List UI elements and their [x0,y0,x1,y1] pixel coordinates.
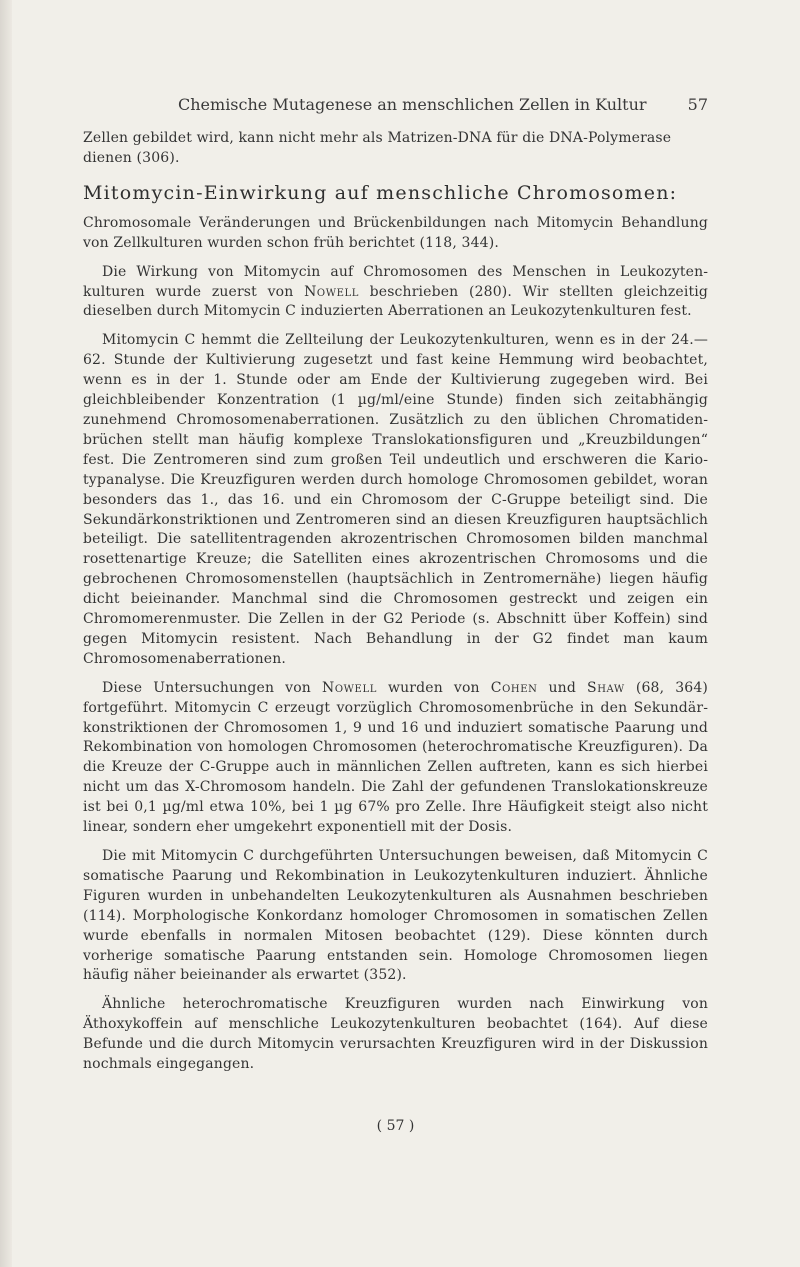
page-number: 57 [687,95,708,114]
author-name: Shaw [587,679,625,696]
text-line: Zellen gebildet wird, kann nicht mehr als Matrizen-DNA für die DNA-Polymerase [83,130,672,146]
author-name: Cohen [490,679,538,696]
paragraph: Die mit Mitomycin C durchgeführten Untersuchungen beweisen, daß Mitomycin C somatische Paarung und Rekombination in Leukozytenkulturen induziert. Ähnliche Figuren wurden in unbehandelten Leukozytenkulturen als Ausnahmen beschrieben (114). Morphologische Konkordanz homologer Chromosomen in somatischen Zellen wurde ebenfalls in normalen Mitosen beobachtet (129). Diese könnten durch vorherige somatische Paarung entstanden sein. Homologe Chromosomen liegen häufig näher beieinander als erwartet (352). [83,848,708,984]
paragraph: Mitomycin C hemmt die Zellteilung der Leukozytenkulturen, wenn es in der 24.—62. Stunde der Kultivierung zugesetzt und fast keine Hemmung wird beobachtet, wenn es in der 1. Stunde oder am Ende der Kultivierung zugegeben wird. Bei gleichbleibender Konzentration (1 µg/ml/eine Stunde) finden sich zeitabhängig zunehmend Chromosomenaberrationen. Zusätzlich zu den üblichen Chromatidenbrüchen stellt man häufig komplexe Translokationsfiguren und „Kreuzbildungen“ fest. Die Zentromeren sind zum großen Teil undeutlich und erschweren die Kariotypanalyse. Die Kreuzfiguren werden durch homologe Chromosomen gebildet, woran besonders das 1., das 16. und ein Chromosom der C-Gruppe beteiligt sind. Die Sekundärkonstriktionen und Zentromeren sind an diesen Kreuzfiguren hauptsächlich beteiligt. Die satellitentragenden akrozentrischen Chromosomen bilden manchmal rosettenartige Kreuze; die Satelliten eines akrozentrischen Chromosoms und die gebrochenen Chromosomenstellen (hauptsächlich in Zentromernähe) liegen häufig dicht beieinander. Manchmal sind die Chromosomen gestreckt und zeigen ein Chromomerenmuster. Die Zellen in der G2 Periode (s. Abschnitt über Koffein) sind gegen Mitomycin resistent. Nach Behandlung in der G2 findet man kaum Chromosomenaberrationen. [83,332,708,667]
running-title: Chemische Mutagenese an menschlichen Zellen in Kultur [178,95,647,114]
paragraph: Ähnliche heterochromatische Kreuzfiguren wurden nach Einwirkung von Äthoxykoffein auf menschliche Leukozytenkulturen beobachtet (164). Auf diese Befunde und die durch Mitomycin verursachten Kreuzfiguren wird in der Diskussion nochmals eingegangen. [83,996,708,1073]
text-span: (68, 364) fortgeführt. Mitomycin C erzeugt vorzüglich Chromosomenbrüche in den Sekundärkonstriktionen der Chromosomen 1, 9 und 16 und induziert somatische Paarung und Rekombination von homologen Chromosomen (heterochromatische Kreuzfiguren). Da die Kreuze der C-Gruppe auch in männlichen Zellen auftreten, kann es sich hierbei nicht um das X-Chromosom handeln. Die Zahl der gefundenen Translokationskreuze ist bei 0,1 µg/ml etwa 10%, bei 1 µg 67% pro Zelle. Ihre Häufigkeit steigt also nicht linear, sondern eher umgekehrt exponentiell mit der Dosis. [83,679,709,836]
text-line: dienen (306). [83,149,180,166]
folio: ( 57 ) [376,1118,415,1134]
body-text [83,129,708,1075]
continued-paragraph [83,129,708,169]
paragraph [83,263,708,323]
author-name: Nowell [322,679,377,696]
section-heading: Mitomycin-Einwirkung auf menschliche Chromosomen: [83,181,678,204]
paragraph: Chromosomale Veränderungen und Brückenbildungen nach Mitomycin Behandlung von Zellkulturen wurden schon früh berichtet (118, 344). [83,214,708,251]
text-span: Diese Untersuchungen von [102,679,323,696]
author-name: Nowell [304,283,359,300]
text-span: Die Wirkung von Mitomycin auf Chromosomen des Menschen in Leukozytenkulturen wurde zuerst von [83,263,708,300]
text-span: und [537,679,587,696]
paragraph [83,679,708,838]
scan-edge-shadow [0,0,12,1267]
text-span: beschrieben (280). Wir stellten gleichzeitig dieselben durch Mitomycin C induzierten Aberrationen an Leukozytenkulturen fest. [83,283,708,320]
running-header [83,95,708,117]
text-span: wurden von [376,679,491,696]
